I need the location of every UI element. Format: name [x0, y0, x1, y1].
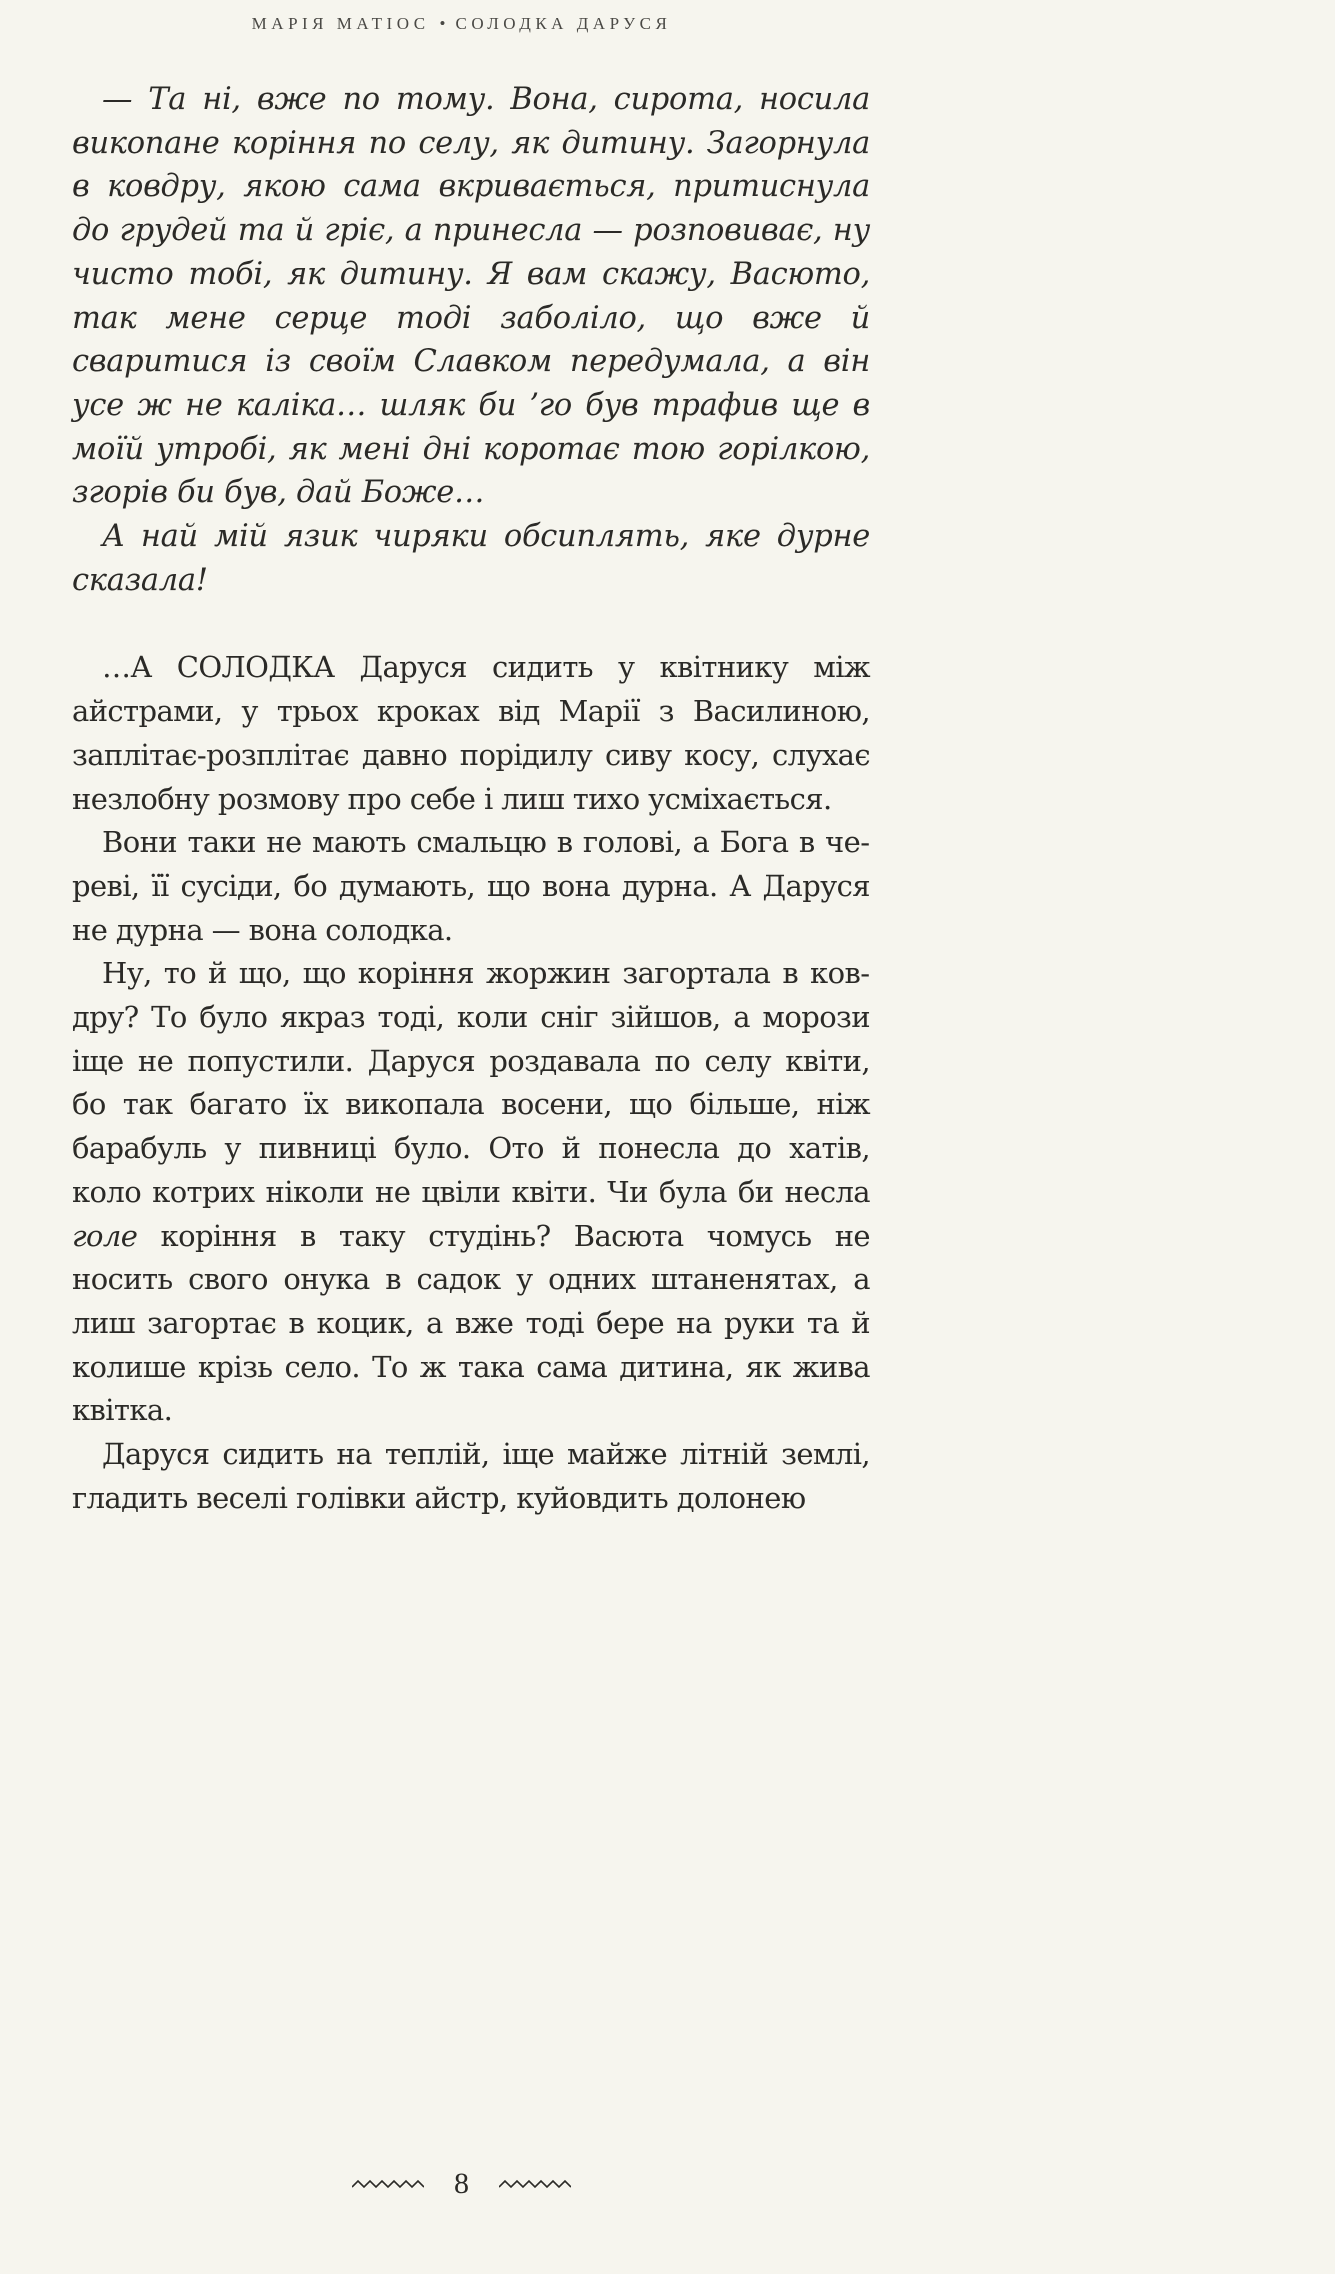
paragraph-narrative-4: Даруся сидить на теплій, іще майже літній землі, гладить веселі голівки айстр, куйовдить долонею: [72, 1437, 870, 1515]
wave-ornament-left-icon: [352, 2177, 424, 2191]
paragraph-text-part: Ну, то й що, що коріння жоржин загортала в ковдру? То було якраз тоді, коли сніг зійшов, а морози іще не попустили. Даруся роздавала по селу квіти, бо так багато їх викопала восени, що більше, ніж барабуль у пивниці було. Ото й понесла до хатів, коло котрих ніколи не цвіли квіти. Чи була би несла: [72, 956, 870, 1209]
running-header: [0, 14, 923, 34]
header-author: МАРІЯ МАТІОС: [251, 14, 430, 33]
page-body: [72, 78, 870, 1521]
page-number: 8: [454, 2167, 469, 2200]
paragraph-text-part: коріння в таку студінь? Васюта чомусь не носить свого онука в садок у одних штаненятах, а лиш загортає в коцик, а вже тоді бере на руки та й колише крізь село. То ж така сама дитина, як жива квітка.: [72, 1218, 870, 1428]
paragraph-narrative-1: …А СОЛОДКА Даруся сидить у квітнику між айстрами, у трьох кроках від Марії з Василиною, заплітає-розплітає давно порідилу сиву косу, слухає незлобну розмову про себе і лиш тихо усміхається.: [72, 650, 870, 816]
page-footer: [0, 2164, 923, 2204]
wave-ornament-right-icon: [499, 2177, 571, 2191]
paragraph-dialogue-2: А най мій язик чиряки обсиплять, яке дурне сказала!: [72, 519, 870, 598]
paragraph-narrative-2: Вони таки не мають смальцю в голові, а Бога в череві, її сусіди, бо думають, що вона дурна. А Даруся не дурна — вона солодка.: [72, 825, 870, 947]
paragraph-dialogue-1: — Та ні, вже по тому. Вона, сирота, носила викопане коріння по селу, як дитину. Загорнула в ковдру, якою сама вкривається, притиснула до грудей та й гріє, а принесла — розповиває, ну чисто тобі, як дитину. Я вам скажу, Васюто, так мене серце тоді заболіло, що вже й сваритися із своїм Славком передумала, а він усе ж не каліка… шляк би ’го був трафив ще в моїй утробі, як мені дні коротає тою горілкою, згорів би був, дай Боже…: [72, 82, 870, 511]
emphasis-word: голе: [72, 1218, 138, 1253]
header-book-title: СОЛОДКА ДАРУСЯ: [455, 14, 672, 33]
paragraph-narrative-3: [72, 952, 870, 1433]
section-break: [72, 602, 870, 646]
header-separator: •: [439, 14, 446, 33]
